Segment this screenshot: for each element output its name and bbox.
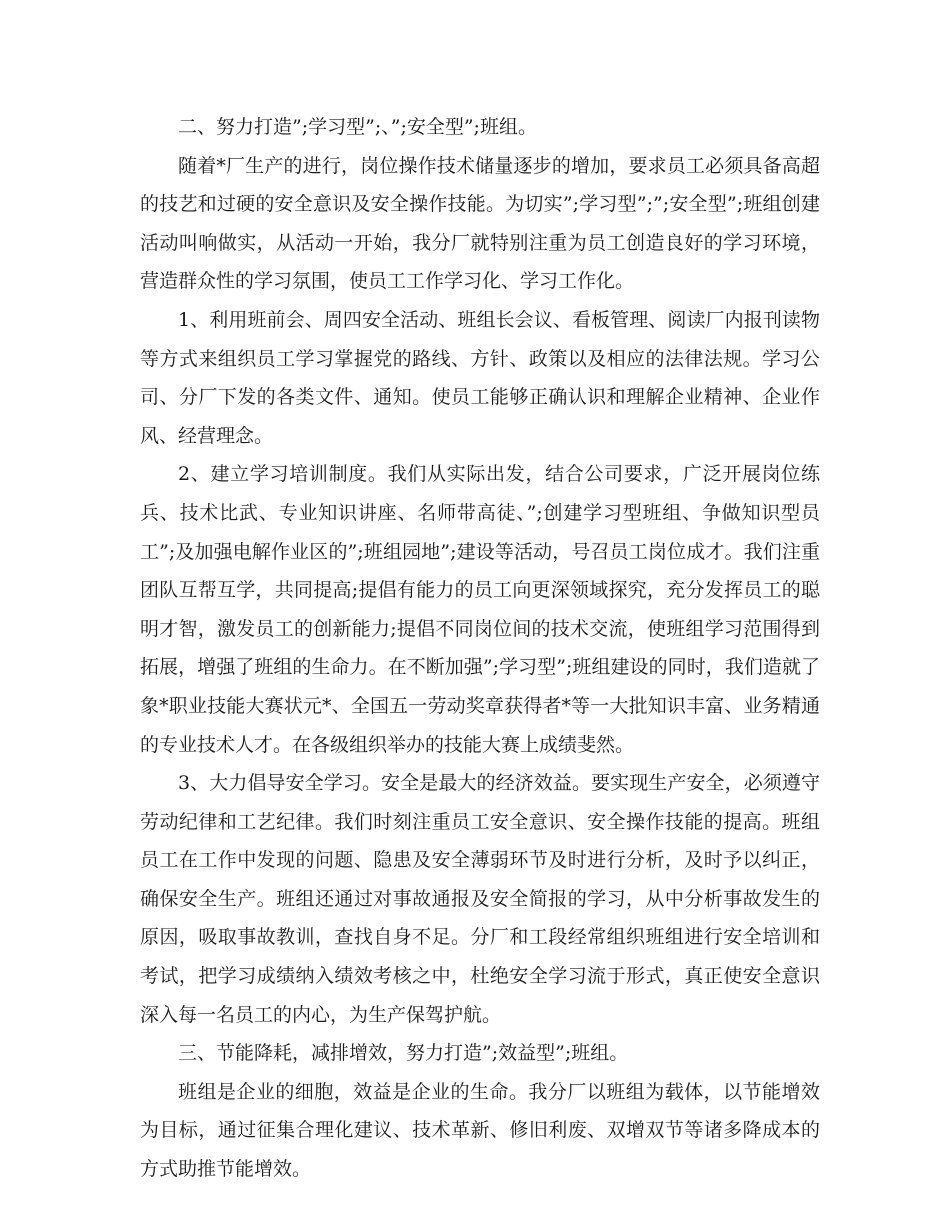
paragraph-item-1: 1、利用班前会、周四安全活动、班组长会议、看板管理、阅读厂内报刊读物等方式来组织员工学习掌握党的路线、方针、政策以及相应的法律法规。学习公司、分厂下发的各类文件、通知。使员工能够正确认识和理解企业精神、企业作风、经营理念。 xyxy=(140,308,820,447)
section-heading-2: 二、努力打造”;学习型”;、”;安全型”;班组。 xyxy=(178,116,537,138)
document-body xyxy=(140,108,820,1189)
paragraph-item-2: 2、建立学习培训制度。我们从实际出发，结合公司要求，广泛开展岗位练兵、技术比武、专业知识讲座、名师带高徒、”;创建学习型班组、争做知识型员工”;及加强电解作业区的”;班组园地”;建设等活动，号召员工岗位成才。我们注重团队互帮互学，共同提高;提倡有能力的员工向更深领域探究，充分发挥员工的聪明才智，激发员工的创新能力;提倡不同岗位间的技术交流，使班组学习范围得到拓展，增强了班组的生命力。在不断加强”;学习型”;班组建设的同时，我们造就了象*职业技能大赛状元*、全国五一劳动奖章获得者*等一大批知识丰富、业务精通的专业技术人才。在各级组织举办的技能大赛上成绩斐然。 xyxy=(140,463,820,756)
paragraph-efficiency: 班组是企业的细胞，效益是企业的生命。我分厂以班组为载体，以节能增效为目标，通过征集合理化建议、技术革新、修旧利废、双增双节等诸多降成本的方式助推节能增效。 xyxy=(140,1080,820,1181)
paragraph-intro: 随着*厂生产的进行，岗位操作技术储量逐步的增加，要求员工必须具备高超的技艺和过硬的安全意识及安全操作技能。为切实”;学习型”;”;安全型”;班组创建活动叫响做实，从活动一开始，我分厂就特别注重为员工创造良好的学习环境，营造群众性的学习氛围，使员工工作学习化、学习工作化。 xyxy=(140,154,820,293)
paragraph-item-3: 3、大力倡导安全学习。安全是最大的经济效益。要实现生产安全，必须遵守劳动纪律和工艺纪律。我们时刻注重员工安全意识、安全操作技能的提高。班组员工在工作中发现的问题、隐患及安全薄弱环节及时进行分析，及时予以纠正，确保安全生产。班组还通过对事故通报及安全简报的学习，从中分析事故发生的原因，吸取事故教训，查找自身不足。分厂和工段经常组织班组进行安全培训和考试，把学习成绩纳入绩效考核之中，杜绝安全学习流于形式，真正使安全意识深入每一名员工的内心，为生产保驾护航。 xyxy=(140,772,820,1026)
section-heading-3: 三、节能降耗，减排增效，努力打造”;效益型”;班组。 xyxy=(178,1042,629,1065)
